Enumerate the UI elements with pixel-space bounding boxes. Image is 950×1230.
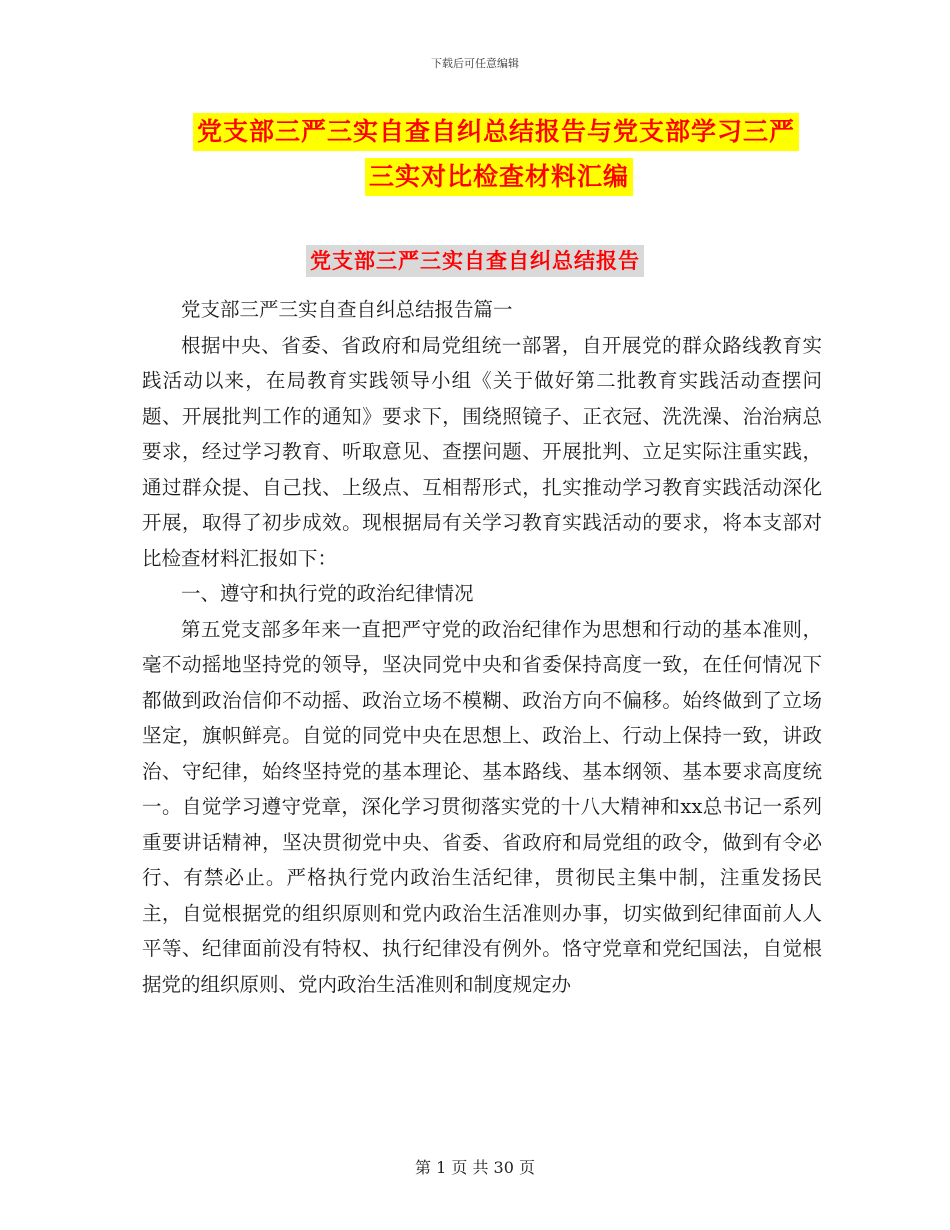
paragraph: 一、遵守和执行党的政治纪律情况 bbox=[181, 582, 474, 605]
section-title: 党支部三严三实自查自纠总结报告 bbox=[306, 245, 644, 277]
body-text bbox=[142, 292, 822, 1002]
paragraph: 党支部三严三实自查自纠总结报告篇一 bbox=[181, 298, 513, 321]
title-line-2: 三实对比检查材料汇编 bbox=[365, 158, 633, 196]
page-number-footer: 第 1 页 共 30 页 bbox=[415, 1158, 535, 1177]
paragraph: 根据中央、省委、省政府和局党组统一部署，自开展党的群众路线教育实践活动以来，在局教育实践领导小组《关于做好第二批教育实践活动查摆问题、开展批判工作的通知》要求下，围绕照镜子、正衣冠、洗洗澡、治治病总要求，经过学习教育、听取意见、查摆问题、开展批判、立足实际注重实践，通过群众提、自己找、上级点、互相帮形式，扎实推动学习教育实践活动深化开展，取得了初步成效。现根据局有关学习教育实践活动的要求，将本支部对比检查材料汇报如下： bbox=[142, 333, 822, 570]
header-note: 下载后可任意编辑 bbox=[431, 57, 519, 70]
section-heading bbox=[0, 245, 950, 277]
title-line-1: 党支部三严三实自查自纠总结报告与党支部学习三严 bbox=[193, 113, 799, 151]
paragraph: 第五党支部多年来一直把严守党的政治纪律作为思想和行动的基本准则，毫不动摇地坚持党的领导，坚决同党中央和省委保持高度一致，在任何情况下都做到政治信仰不动摇、政治立场不模糊、政治方向不偏移。始终做到了立场坚定，旗帜鲜亮。自觉的同党中央在思想上、政治上、行动上保持一致，讲政治、守纪律，始终坚持党的基本理论、基本路线、基本纲领、基本要求高度统一。自觉学习遵守党章，深化学习贯彻落实党的十八大精神和xx总书记一系列重要讲话精神，坚决贯彻党中央、省委、省政府和局党组的政令，做到有令必行、有禁必止。严格执行党内政治生活纪律，贯彻民主集中制，注重发扬民主，自觉根据党的组织原则和党内政治生活准则办事，切实做到纪律面前人人平等、纪律面前没有特权、执行纪律没有例外。恪守党章和党纪国法，自觉根据党的组织原则、党内政治生活准则和制度规定办 bbox=[142, 617, 822, 996]
